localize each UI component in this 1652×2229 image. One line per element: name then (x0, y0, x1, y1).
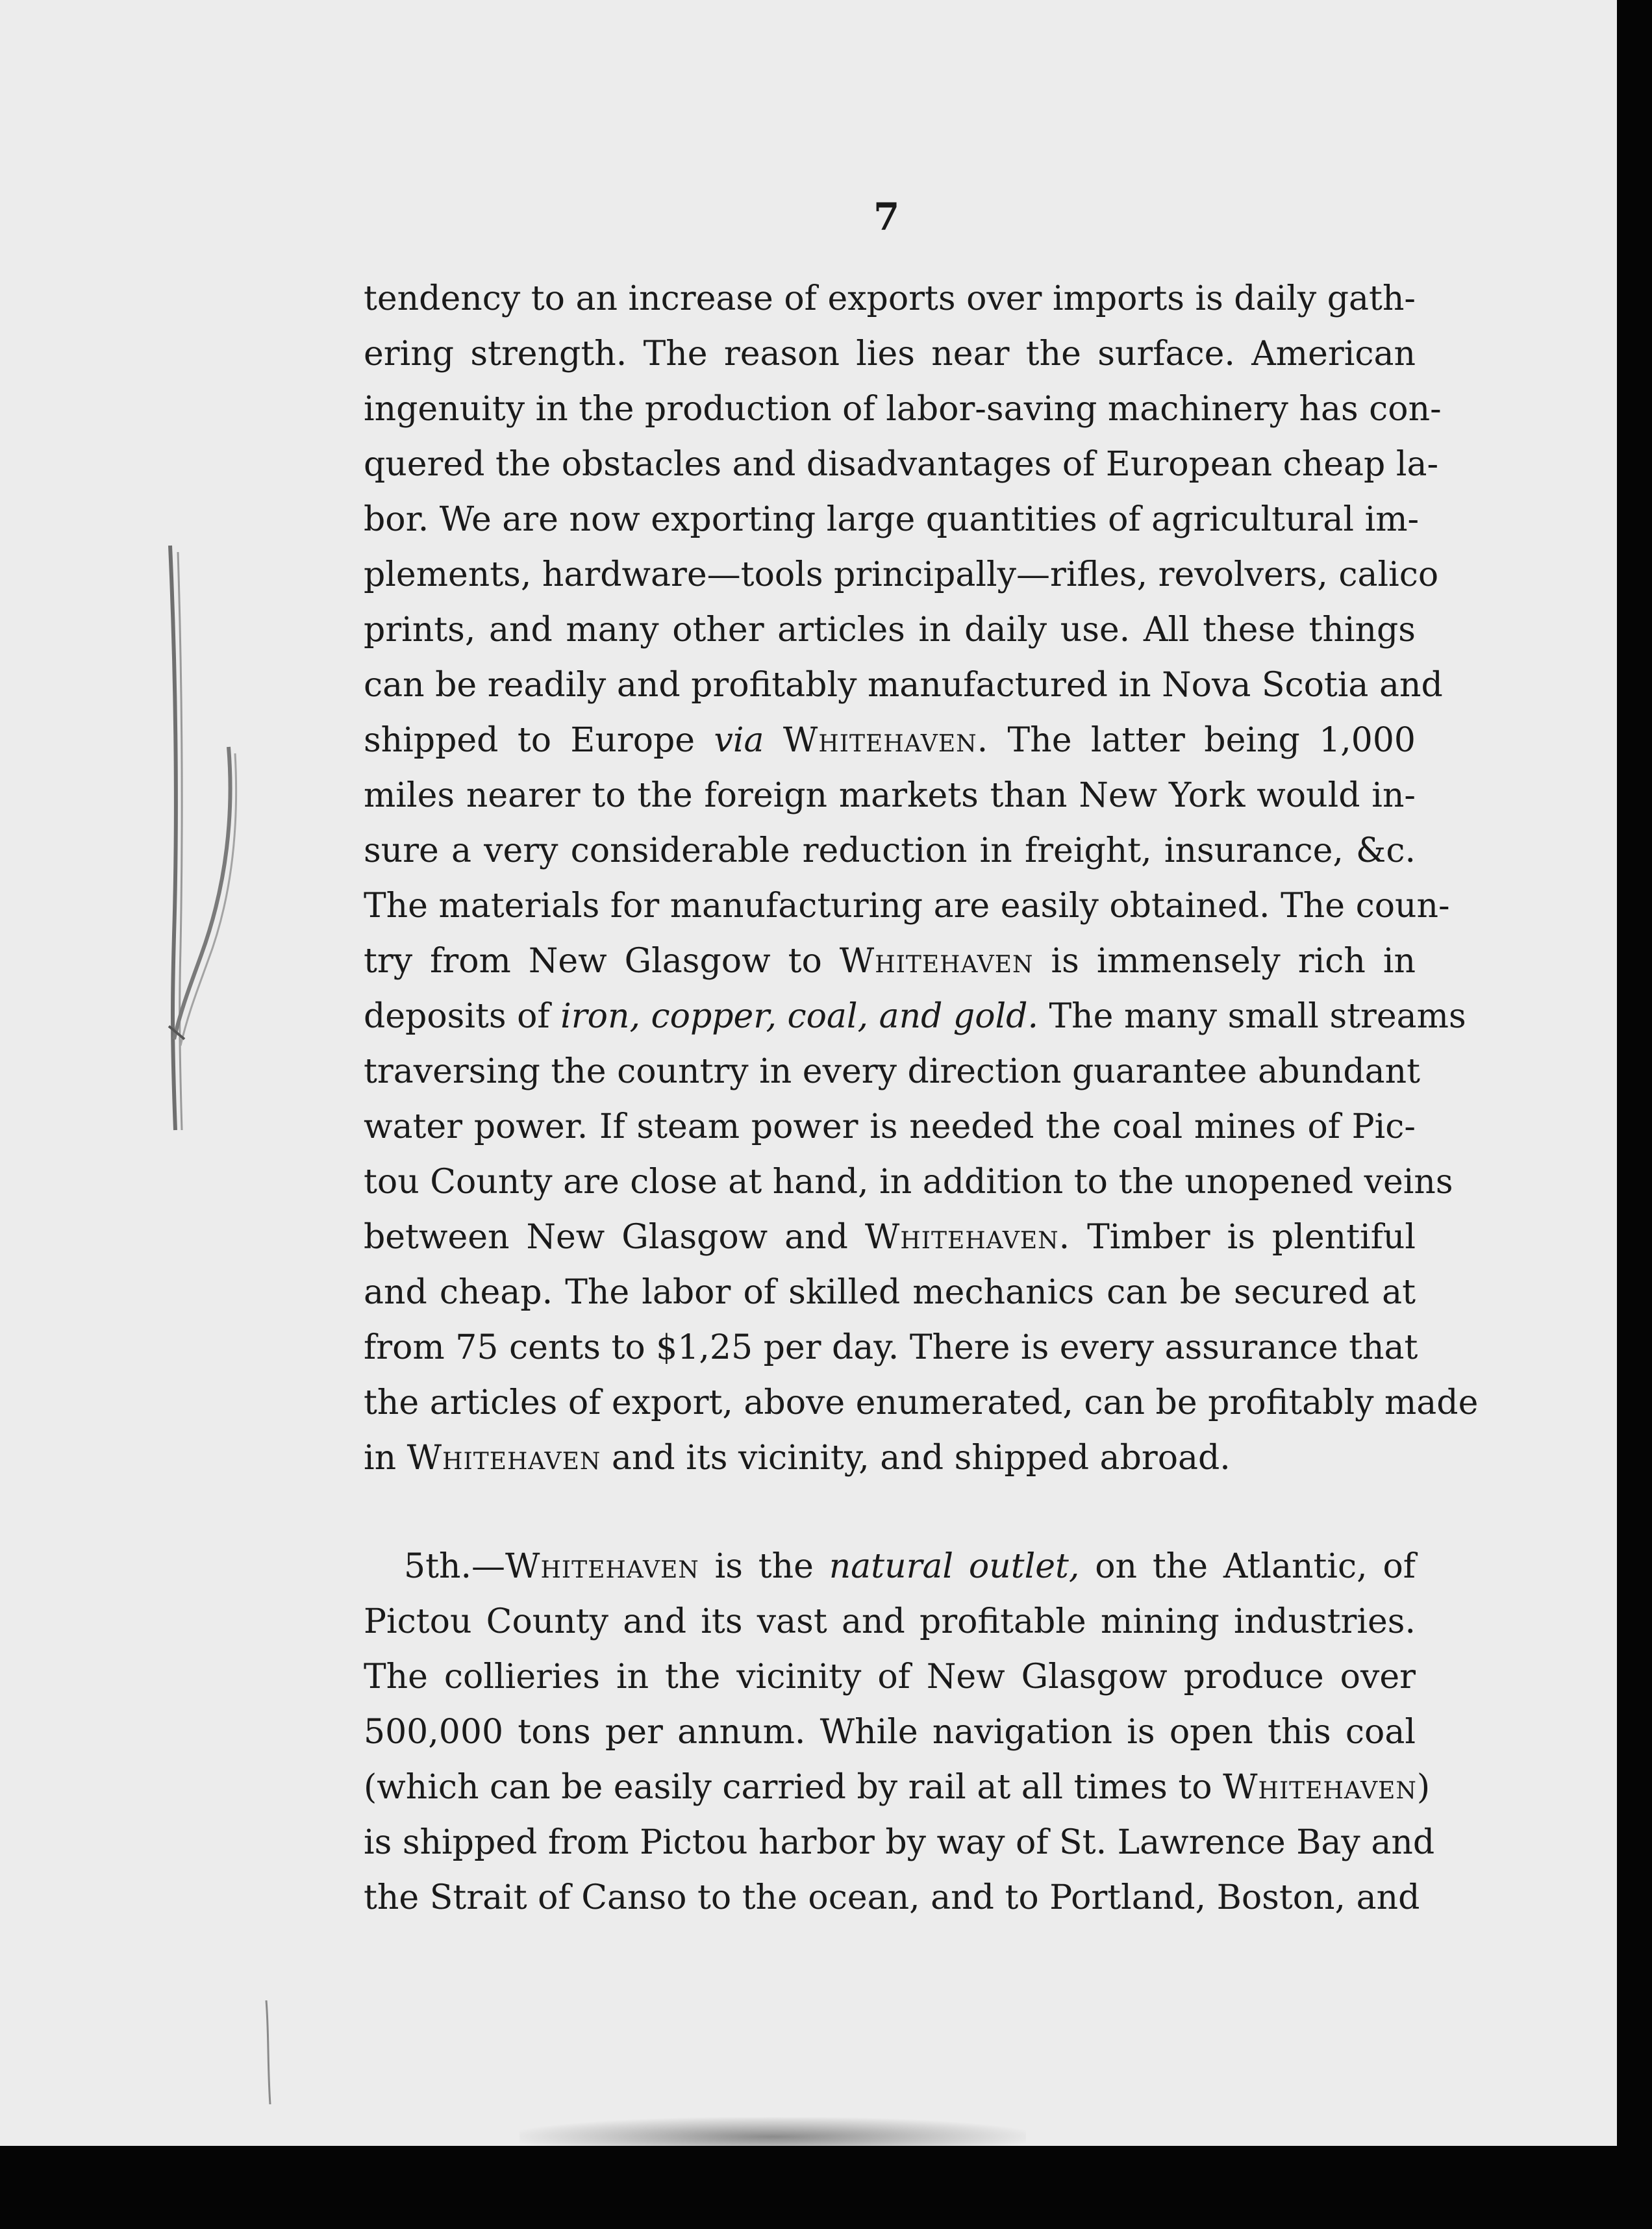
text-line: prints, and many other articles in daily use. All these things (364, 611, 1416, 649)
text-segment: The latter being 1,000 (1007, 721, 1416, 760)
place-name: Whitehaven) (1223, 1768, 1431, 1807)
text-line (364, 934, 1416, 989)
place-name: Whitehaven (839, 942, 1034, 981)
text-line: The collieries in the vicinity of New Glasgow produce over (364, 1657, 1416, 1696)
italic-text: iron, copper, coal, and gold. (560, 997, 1038, 1036)
text-line: miles nearer to the foreign markets than New York would in- (364, 776, 1416, 815)
text-line: the articles of export, above enumerated, can be profitably made (364, 1383, 1479, 1422)
text-line: from 75 cents to $1,25 per day. There is every assurance that (364, 1328, 1418, 1367)
text-segment: is immensely rich in (1051, 942, 1416, 981)
text-line (364, 989, 1466, 1044)
page-number: 7 (873, 195, 900, 239)
text-line: 500,000 tons per annum. While navigation is open this coal (364, 1713, 1416, 1752)
text-segment: Timber is plentiful (1087, 1218, 1416, 1257)
text-line: The materials for manufacturing are easily obtained. The coun- (364, 887, 1450, 926)
text-line (364, 1539, 1416, 1594)
text-line: traversing the country in every direction guarantee abundant (364, 1052, 1421, 1091)
text-segment: (which can be easily carried by rail at all times to (364, 1768, 1212, 1807)
text-line: the Strait of Canso to the ocean, and to Portland, Boston, and (364, 1878, 1420, 1917)
text-line: quered the obstacles and disadvantages of European cheap la- (364, 445, 1439, 484)
place-name: Whitehaven (407, 1439, 601, 1478)
place-name: Whitehaven (505, 1547, 699, 1586)
text-segment: on the Atlantic, of (1095, 1547, 1416, 1586)
text-line: tendency to an increase of exports over imports is daily gath- (364, 279, 1416, 318)
text-line: ingenuity in the production of labor-saving machinery has con- (364, 390, 1442, 429)
text-line: water power. If steam power is needed the coal mines of Pic- (364, 1107, 1416, 1146)
paragraph-1 (364, 271, 1479, 1486)
paragraph-2 (364, 1539, 1435, 1926)
text-line: tou County are close at hand, in addition to the unopened veins (364, 1163, 1453, 1202)
text-segment: shipped to Europe (364, 721, 695, 760)
text-segment: between New Glasgow and (364, 1218, 848, 1257)
place-name: Whitehaven. (864, 1218, 1071, 1257)
text-segment: 5th.— (404, 1547, 505, 1586)
text-segment: and its vicinity, and shipped abroad. (611, 1439, 1231, 1478)
text-line: and cheap. The labor of skilled mechanics can be secured at (364, 1273, 1416, 1312)
text-line (364, 713, 1416, 768)
text-line: sure a very considerable reduction in freight, insurance, &c. (364, 831, 1416, 870)
text-line: ering strength. The reason lies near the surface. American (364, 334, 1416, 373)
text-segment: in (364, 1439, 397, 1478)
body-text (364, 271, 1479, 1926)
italic-text: via (714, 721, 764, 760)
text-segment: is the (714, 1547, 814, 1586)
text-line (364, 1210, 1416, 1265)
scan-border-right (1617, 0, 1652, 2229)
place-name: Whitehaven. (782, 721, 989, 760)
text-segment: The many small streams (1049, 997, 1466, 1036)
pressed-plant-stem-left (156, 533, 260, 1143)
italic-text: natural outlet, (829, 1547, 1080, 1586)
text-segment: deposits of (364, 997, 550, 1036)
text-line: bor. We are now exporting large quantities of agricultural im- (364, 500, 1420, 539)
crease-mark-left (260, 2000, 279, 2104)
scan-border-bottom (0, 2146, 1652, 2229)
text-line: is shipped from Pictou harbor by way of St. Lawrence Bay and (364, 1823, 1435, 1862)
text-line: can be readily and profitably manufactured in Nova Scotia and (364, 666, 1443, 705)
text-line (364, 1431, 1416, 1486)
text-line (364, 1760, 1431, 1815)
text-segment: try from New Glasgow to (364, 942, 822, 981)
text-line: plements, hardware—tools principally—rifles, revolvers, calico (364, 555, 1439, 594)
text-line: Pictou County and its vast and profitable mining industries. (364, 1602, 1416, 1641)
